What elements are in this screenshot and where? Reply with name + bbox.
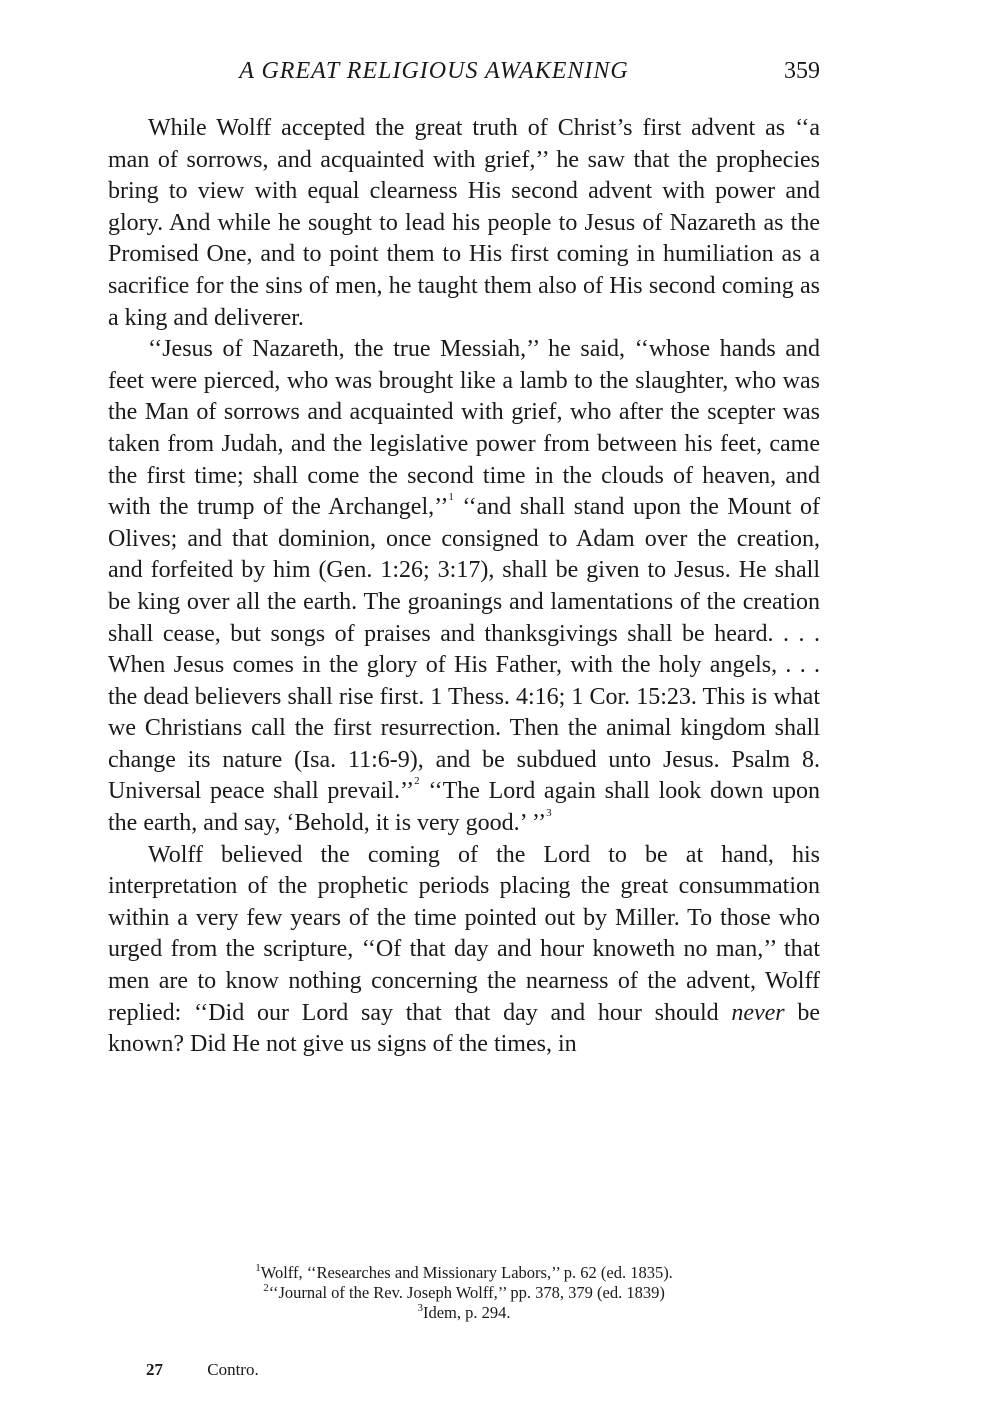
paragraph-3-text-a: Wolff believed the coming of the Lord to be at hand, his interpretation of the prophetic periods placing the great consummation within a very few years of the time pointed out by Miller. To those who urged from the scripture, ‘‘Of that day and hour knoweth no man,’’ that men are to know nothing concerning the nearness of the advent, Wolff replied: ‘‘Did our Lord say that that day and hour should xyxy=(108,841,820,1026)
footnote-mark-1: 1 xyxy=(255,1262,261,1274)
page-footer xyxy=(146,1360,259,1380)
footer-label: Contro. xyxy=(207,1360,259,1379)
signature-mark: 27 xyxy=(146,1360,163,1379)
page-header xyxy=(108,58,820,98)
footnote-text-1: Wolff, ‘‘Researches and Missionary Labors,’’ p. 62 (ed. 1835). xyxy=(260,1263,673,1282)
emphasis-never: never xyxy=(731,999,785,1026)
footnote-mark-2: 2 xyxy=(263,1282,269,1294)
footnote-ref-3: 3 xyxy=(546,807,552,820)
footnote-ref-2: 2 xyxy=(414,775,420,788)
paragraph-2-text-c: ‘‘The Lord again shall look down upon the earth, and say, ‘Behold, it is very good.’ ’’ xyxy=(108,778,821,837)
paragraph-1: While Wolff accepted the great truth of Christ’s first advent as ‘‘a man of sorrows, and acquainted with grief,’’ he saw that the prophecies bring to view with equal clearness His second advent with power and glory. And while he sought to lead his people to Jesus of Nazareth as the Promised One, and to point them to His first coming in humiliation as a sacrifice for the sins of men, he taught them also of His second coming as a king and deliverer. xyxy=(108,115,820,331)
paragraph-3 xyxy=(108,840,820,1061)
footnote-1 xyxy=(108,1263,820,1283)
body-text xyxy=(108,113,820,1061)
paragraph-2-text-b: ‘‘and shall stand upon the Mount of Olives; and that dominion, once consigned to Adam over the creation, and forfeited by him (Gen. 1:26; 3:17), shall be given to Jesus. He shall be king over all the earth. The groanings and lamentations of the creation shall cease, but songs of praises and thanksgivings shall be heard. . . . When Jesus comes in the glory of His Father, with the holy angels, . . . the dead believers shall rise first. 1 Thess. 4:16; 1 Cor. 15:23. This is what we Christians call the first resurrection. Then the animal kingdom shall change its nature (Isa. 11:6-9), and be subdued unto Jesus. Psalm 8. Universal peace shall prevail.’’ xyxy=(108,494,820,805)
footnote-3 xyxy=(108,1303,820,1323)
paragraph-3-text-b: be known? Did He not give us signs of the times, in xyxy=(108,999,820,1058)
running-head: A GREAT RELIGIOUS AWAKENING xyxy=(239,58,629,84)
footnote-text-3: Idem, p. 294. xyxy=(422,1303,511,1322)
footnotes xyxy=(108,1263,820,1323)
footnote-mark-3: 3 xyxy=(417,1302,423,1314)
footnote-text-2: ‘‘Journal of the Rev. Joseph Wolff,’’ pp. 378, 379 (ed. 1839) xyxy=(268,1283,665,1302)
paragraph-2 xyxy=(108,334,820,840)
paragraph-2-text-a: ‘‘Jesus of Nazareth, the true Messiah,’’ he said, ‘‘whose hands and feet were pierced, who was brought like a lamb to the slaughter, who was the Man of sorrows and acquainted with grief, who after the scepter was taken from Judah, and the legislative power from between his feet, came the first time; shall come the second time in the clouds of heaven, and with the trump of the Archangel,’’ xyxy=(108,336,820,521)
page-number: 359 xyxy=(784,58,820,84)
footnote-ref-1: 1 xyxy=(448,491,454,504)
footnote-2 xyxy=(108,1283,820,1303)
